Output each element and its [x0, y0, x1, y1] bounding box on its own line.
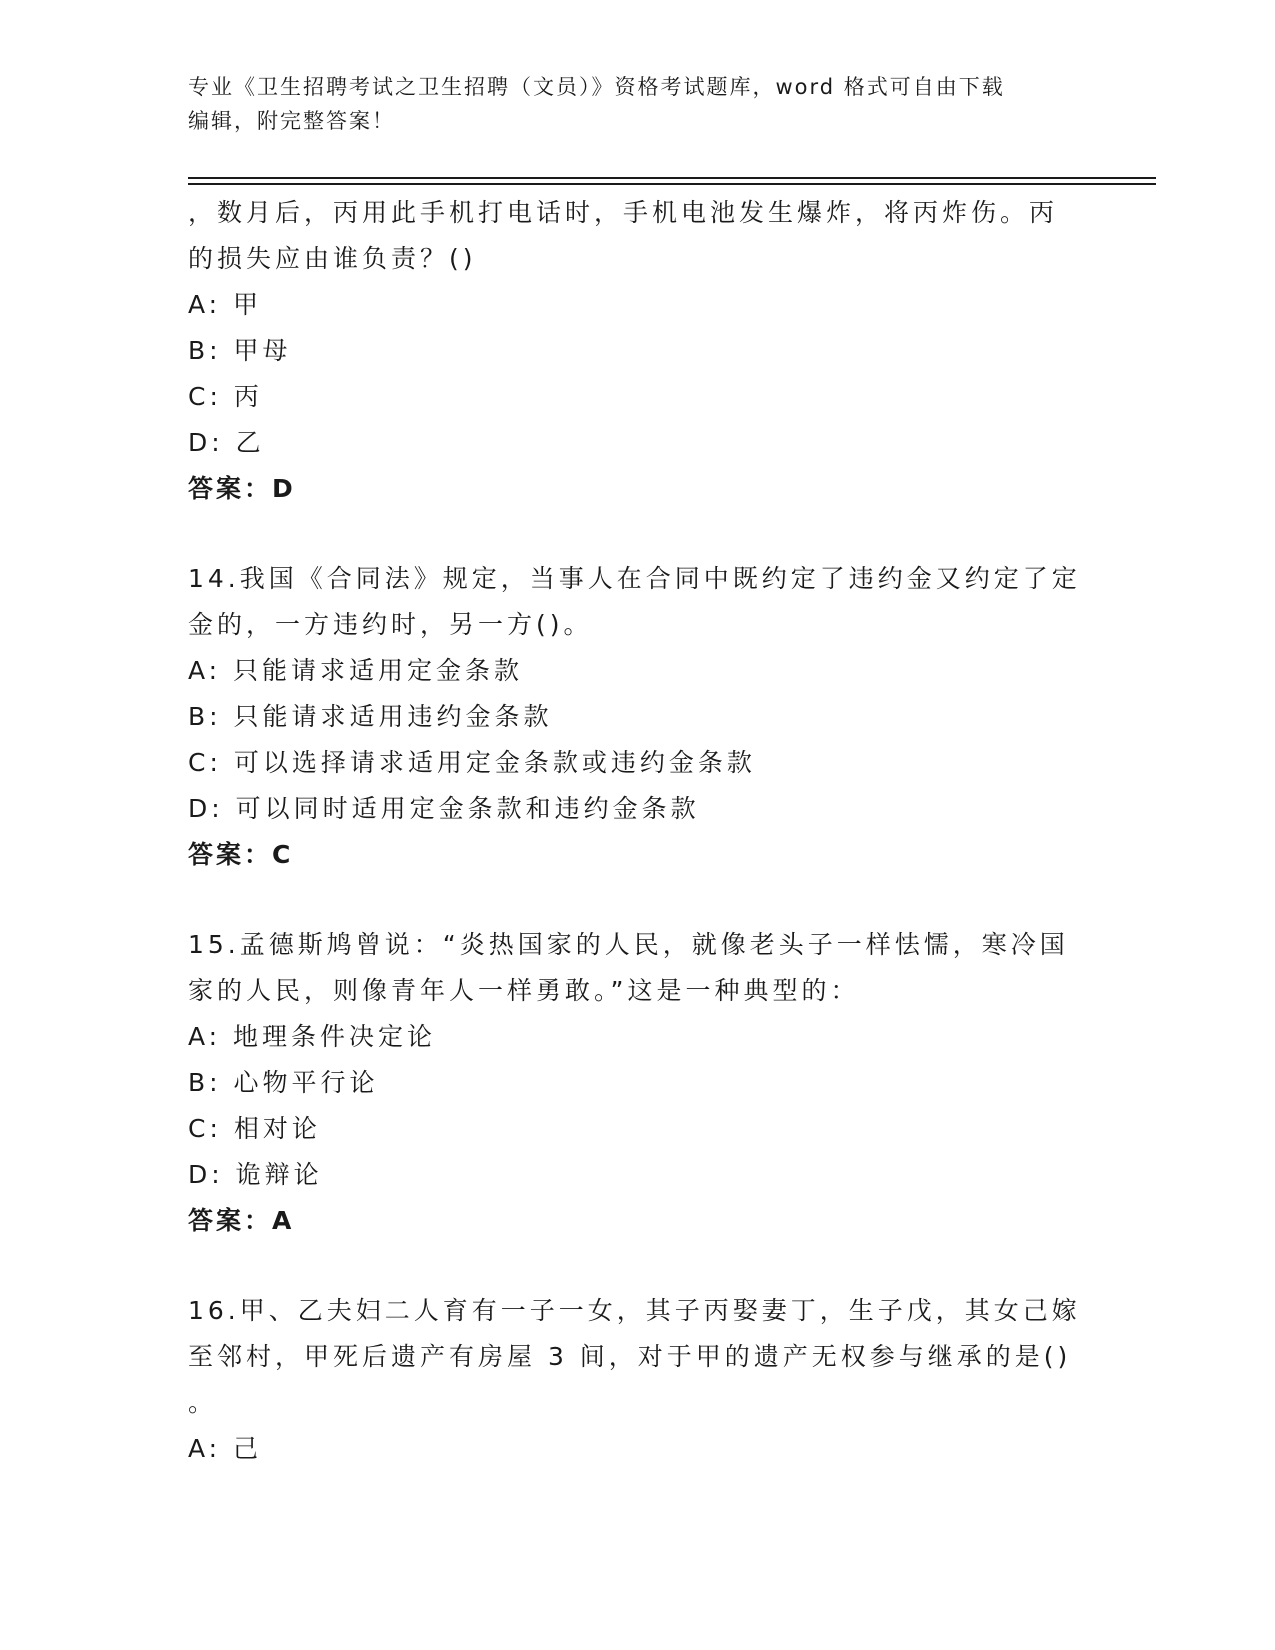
- answer-line: 答案：C: [188, 840, 294, 869]
- question-16: [188, 1288, 1088, 1472]
- option-d: D: 诡辩论: [188, 1160, 323, 1189]
- answer-line: 答案：D: [188, 474, 296, 503]
- header-divider-top: [188, 177, 1156, 179]
- question-stem-line: ，数月后，丙用此手机打电话时，手机电池发生爆炸，将丙炸伤。丙: [188, 198, 1059, 227]
- question-stem-line: 14.我国《合同法》规定，当事人在合同中既约定了违约金又约定了定: [188, 564, 1081, 593]
- question-stem-line: 的损失应由谁负责？(): [188, 244, 477, 273]
- option-a: A: 只能请求适用定金条款: [188, 656, 524, 685]
- option-c: C: 丙: [188, 382, 263, 411]
- answer-line: 答案：A: [188, 1206, 295, 1235]
- option-b: B: 甲母: [188, 336, 292, 365]
- question-stem-line: 。: [188, 1388, 218, 1417]
- document-header: [188, 70, 1088, 138]
- question-14: [188, 556, 1088, 878]
- option-d: D: 可以同时适用定金条款和违约金条款: [188, 794, 700, 823]
- option-c: C: 可以选择请求适用定金条款或违约金条款: [188, 748, 756, 777]
- option-a: A: 己: [188, 1434, 263, 1463]
- question-stem-line: 15.孟德斯鸠曾说：“炎热国家的人民，就像老头子一样怯懦，寒冷国: [188, 930, 1069, 959]
- option-d: D: 乙: [188, 428, 265, 457]
- option-a: A: 甲: [188, 290, 263, 319]
- question-list: [188, 190, 1088, 1516]
- question-stem-line: 16.甲、乙夫妇二人育有一子一女，其子丙娶妻丁，生子戊，其女己嫁: [188, 1296, 1081, 1325]
- question-stem-line: 至邻村，甲死后遗产有房屋 3 间，对于甲的遗产无权参与继承的是(): [188, 1342, 1072, 1371]
- option-a: A: 地理条件决定论: [188, 1022, 437, 1051]
- option-c: C: 相对论: [188, 1114, 321, 1143]
- question-13: [188, 190, 1088, 512]
- question-15: [188, 922, 1088, 1244]
- header-divider-bottom: [188, 183, 1156, 185]
- header-line-2: 编辑，附完整答案！: [188, 109, 395, 133]
- option-b: B: 心物平行论: [188, 1068, 379, 1097]
- header-line-1: 专业《卫生招聘考试之卫生招聘（文员）》资格考试题库，word 格式可自由下载: [188, 75, 1005, 99]
- option-b: B: 只能请求适用违约金条款: [188, 702, 553, 731]
- question-stem-line: 金的，一方违约时，另一方()。: [188, 610, 593, 639]
- question-stem-line: 家的人民，则像青年人一样勇敢。”这是一种典型的：: [188, 976, 860, 1005]
